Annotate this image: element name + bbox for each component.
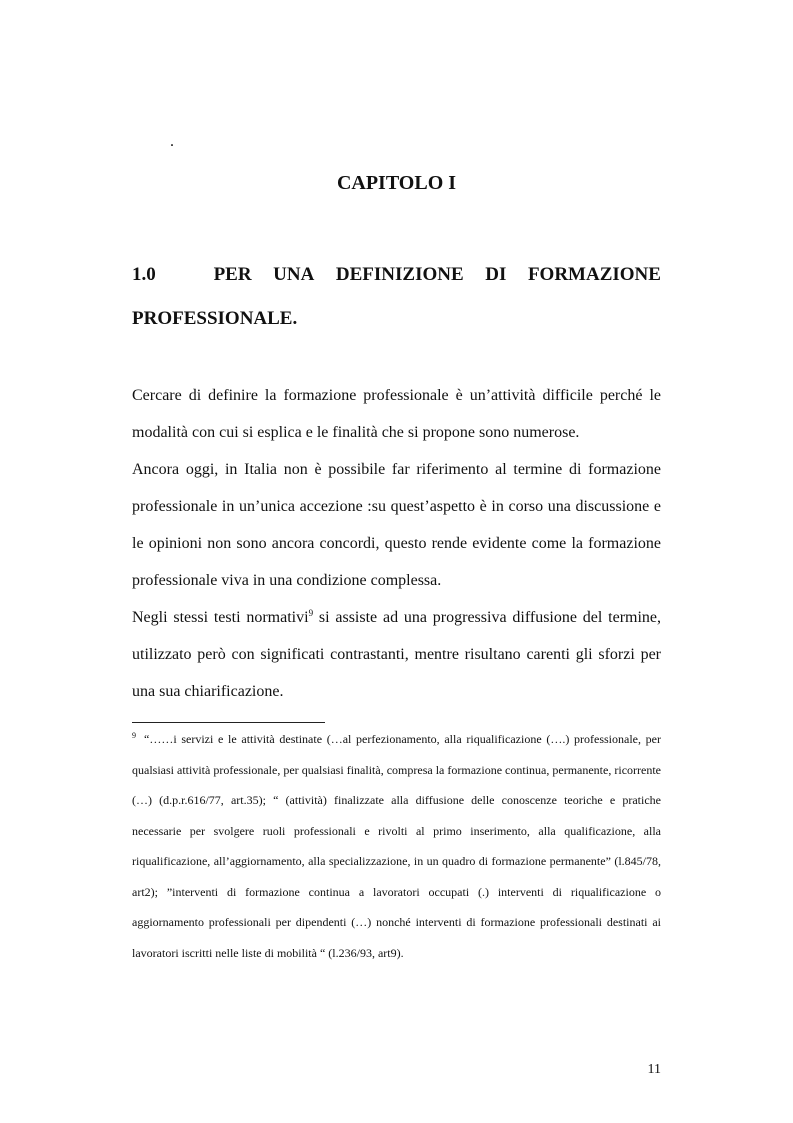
section-heading-line-1 (132, 253, 661, 297)
section-title-word: UNA (273, 264, 315, 285)
paragraph-2: Ancora oggi, in Italia non è possibile far riferimento al termine di formazione professionale in un’unica accezione :su quest’aspetto è in corso una discussione e le opinioni non sono ancora concordi, questo rende evidente come la formazione professionale viva in una condizione complessa. (132, 461, 661, 589)
section-number: 1.0 (132, 264, 156, 285)
paragraph-3-end: si assiste ad una progressiva diffusione del termine, utilizzato però con significati contrastanti, mentre risultano carenti gli sforzi per una sua chiarificazione. (132, 609, 662, 700)
page-number: 11 (647, 1062, 661, 1077)
stray-mark: . (170, 133, 174, 150)
footnote-text: “……i servizi e le attività destinate (…al perfezionamento, alla riqualificazione (….) professionale, per qualsiasi attività professionale, per qualsiasi finalità, compresa la formazione continua, permanente, ricorrente (…) (d.p.r.616/77, art.35); “ (attività) finalizzate alla diffusione delle conoscenze teoriche e pratiche necessarie per svolgere ruoli professionali e rivolti al primo inserimento, alla qualificazione, alla riqualificazione, all’aggiornamento, alla specializzazione, in un quadro di formazione permanente” (l.845/78, art2); ”interventi di formazione continua a lavoratori occupati (.) interventi di riqualificazione o aggiornamento professionali per dipendenti (…) nonché interventi di formazione professionali destinati ai lavoratori iscritti nelle liste di mobilità “ (l.236/93, art9). (132, 732, 661, 960)
paragraph-3-start: Negli stessi testi normativi (132, 609, 309, 626)
section-title-word: FORMAZIONE (527, 264, 661, 285)
paragraph-3 (132, 599, 661, 710)
chapter-title: CAPITOLO I (336, 172, 457, 194)
footnote-reference[interactable]: 9 (308, 608, 314, 618)
body-text (132, 377, 661, 710)
section-title-word: DI (485, 264, 507, 285)
section-heading-line-2: PROFESSIONALE. (132, 308, 298, 329)
section-title-word: DEFINIZIONE (335, 264, 464, 285)
footnote-separator (132, 722, 325, 723)
section-heading (132, 253, 661, 341)
paragraph-1: Cercare di definire la formazione professionale è un’attività difficile perché le modalità con cui si esplica e le finalità che si propone sono numerose. (132, 387, 661, 441)
footnote (132, 724, 661, 968)
footnote-marker: 9 (132, 731, 136, 740)
section-title-word: PER (213, 264, 252, 285)
